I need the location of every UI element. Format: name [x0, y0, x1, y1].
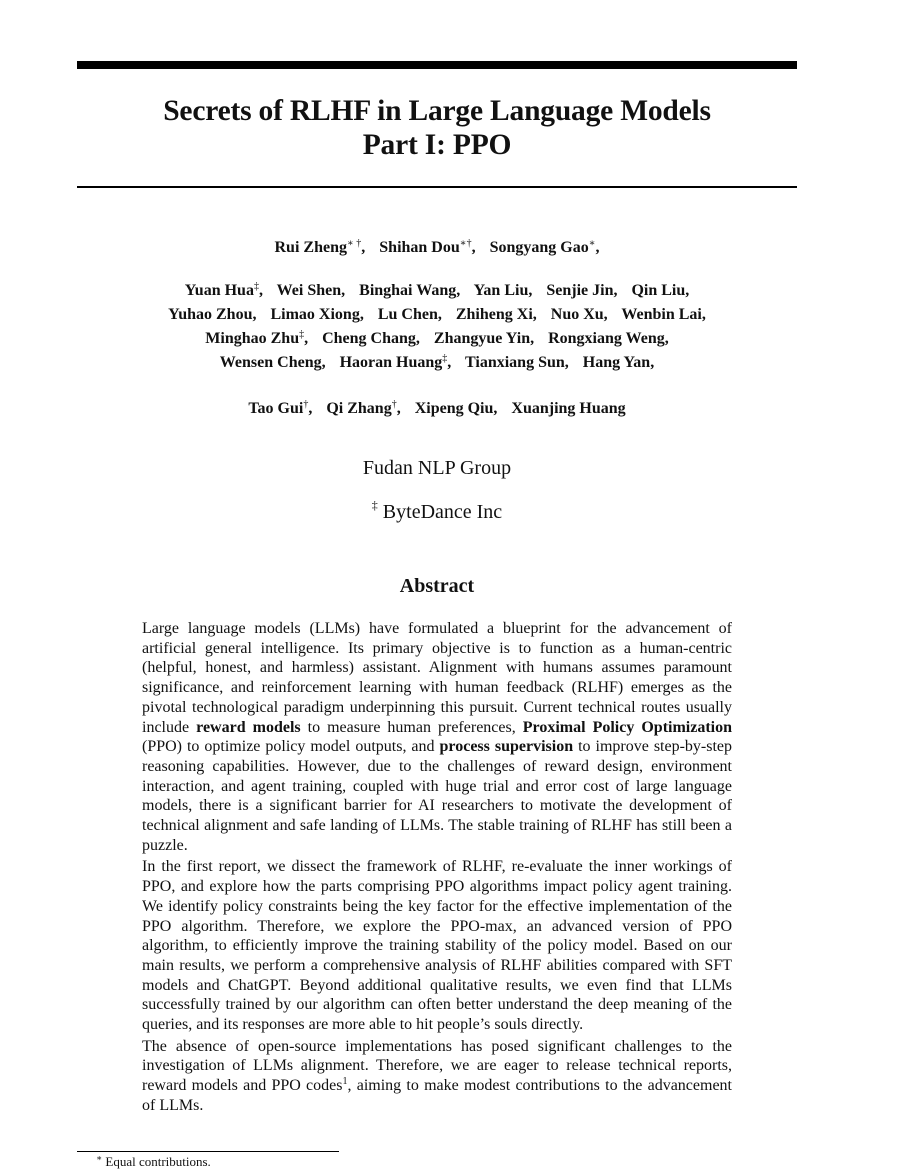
- author-mark: ∗ †: [346, 238, 362, 249]
- author-name: Limao Xiong: [270, 306, 360, 323]
- author-name: Songyang Gao: [489, 239, 589, 256]
- author-name: Qin Liu: [631, 282, 686, 299]
- author-line: Tao Gui†, Qi Zhang†, Xipeng Qiu, Xuanjing Huang: [248, 399, 626, 417]
- author-mark: ‡: [442, 353, 448, 364]
- author-name: Yuan Hua: [184, 282, 254, 299]
- author-name: Wenbin Lai: [621, 306, 702, 323]
- footnote-mark: ∗: [96, 1153, 103, 1163]
- author-name: Xipeng Qiu: [414, 400, 494, 417]
- author-row-1: [77, 236, 797, 260]
- author-mark: †: [391, 399, 397, 410]
- author-line: Rui Zheng∗ †, Shihan Dou∗†, Songyang Gao∗,: [274, 238, 600, 256]
- author-name: Wei Shen: [276, 282, 342, 299]
- author-line: Yuhao Zhou, Limao Xiong, Lu Chen, Zhiheng Xi, Nuo Xu, Wenbin Lai,: [168, 306, 706, 323]
- text-run: (PPO) to optimize policy model outputs, and: [142, 738, 440, 756]
- text-run: to improve step-by-step reasoning capabilities. However, due to the challenges of reward design, environment interaction, and agent training, coupled with huge trial and error cost of large language models, there is a significant barrier for AI researchers to motivate the development of technical alignment and safe landing of LLMs. The stable training of RLHF has still been a puzzle.: [142, 738, 733, 854]
- affiliation-primary: Fudan NLP Group: [362, 457, 512, 479]
- author-name: Binghai Wang: [359, 282, 457, 299]
- text-run: The absence of open-source implementations has posed significant challenges to the investigation of LLMs alignment. Therefore, we are eager to release technical reports, reward models and PPO codes: [142, 1037, 732, 1095]
- author-line: Minghao Zhu‡, Cheng Chang, Zhangyue Yin, Rongxiang Weng,: [205, 329, 669, 347]
- affiliation-mark: ‡: [371, 498, 378, 512]
- author-name: Zhangyue Yin: [433, 330, 531, 347]
- author-name: Rui Zheng: [274, 239, 347, 256]
- author-line: Yuan Hua‡, Wei Shen, Binghai Wang, Yan Liu, Senjie Jin, Qin Liu,: [184, 281, 690, 299]
- author-name: Zhiheng Xi: [455, 306, 533, 323]
- title-rule: [77, 186, 797, 188]
- author-name: Minghao Zhu: [205, 330, 300, 347]
- author-name: Wensen Cheng: [219, 354, 322, 371]
- author-name: Nuo Xu: [550, 306, 604, 323]
- abstract-body: [142, 619, 732, 1116]
- abstract-paragraph-1: [142, 619, 732, 855]
- footnote-rule: [77, 1151, 339, 1152]
- author-name: Yan Liu: [473, 282, 529, 299]
- abstract-paragraph-3: [142, 1037, 732, 1116]
- affiliation-name: ByteDance Inc: [382, 501, 503, 523]
- author-name: Xuanjing Huang: [511, 400, 626, 417]
- author-name: Shihan Dou: [379, 239, 460, 256]
- author-name: Qi Zhang: [326, 400, 392, 417]
- author-name: Yuhao Zhou: [168, 306, 253, 323]
- author-name: Tao Gui: [248, 400, 304, 417]
- text-run: , aiming to make modest contributions to the advancement of LLMs.: [142, 1077, 732, 1114]
- author-name: Haoran Huang: [339, 354, 443, 371]
- footnote: [96, 1154, 211, 1170]
- author-row-3: [77, 397, 797, 421]
- author-name: Hang Yan: [582, 354, 651, 371]
- author-mark: ‡: [299, 329, 305, 340]
- text-run: Large language models (LLMs) have formulated a blueprint for the advancement of artificial general intelligence. Its primary objective is to function as a human-centric (helpful, honest, and harmless) assistant. Alignment with humans assumes paramount significance, and reinforcement learning with human feedback (RLHF) emerges as the pivotal technological paradigm underpinning this pursuit. Current technical routes usually include: [142, 620, 732, 736]
- abstract-heading: Abstract: [399, 575, 475, 597]
- text-run: to measure human preferences,: [300, 718, 523, 736]
- author-mark: ‡: [253, 281, 259, 292]
- author-name: Rongxiang Weng: [548, 330, 665, 347]
- title-line-2: Part I: PPO: [362, 129, 512, 161]
- author-name: Lu Chen: [377, 306, 438, 323]
- bold-term: process supervision: [439, 738, 574, 756]
- author-line: Wensen Cheng, Haoran Huang‡, Tianxiang Sun, Hang Yan,: [219, 353, 655, 371]
- affiliation-secondary: [77, 500, 797, 524]
- abstract-paragraph-2: In the first report, we dissect the framework of RLHF, re-evaluate the inner workings of PPO, and explore how the parts comprising PPO algorithms impact policy agent training. We identify policy constraints being the key factor for the effective implementation of the PPO algorithm. Therefore, we explore the PPO-max, an advanced version of PPO algorithm, to efficiently improve the training stability of the policy model. Based on our main results, we perform a comprehensive analysis of RLHF abilities compared with SFT models and ChatGPT. Beyond additional qualitative results, we even find that LLMs successfully trained by our algorithm can often better understand the deep meaning of the queries, and its responses are more able to hit people’s souls directly.: [142, 858, 732, 1034]
- paper-title: [77, 94, 797, 162]
- author-mark: ∗†: [459, 238, 472, 249]
- bold-term: reward models: [196, 718, 301, 736]
- author-name: Cheng Chang: [322, 330, 416, 347]
- footnote-text: Equal contributions.: [105, 1154, 211, 1169]
- footnote-ref[interactable]: 1: [342, 1076, 348, 1088]
- author-name: Senjie Jin: [546, 282, 614, 299]
- title-line-1: Secrets of RLHF in Large Language Models: [163, 95, 711, 127]
- top-rule: [77, 61, 797, 69]
- author-group-2: [77, 279, 797, 375]
- author-mark: ∗: [588, 238, 596, 249]
- bold-term: Proximal Policy Optimization: [522, 718, 733, 736]
- author-mark: †: [303, 399, 309, 410]
- author-name: Tianxiang Sun: [465, 354, 565, 371]
